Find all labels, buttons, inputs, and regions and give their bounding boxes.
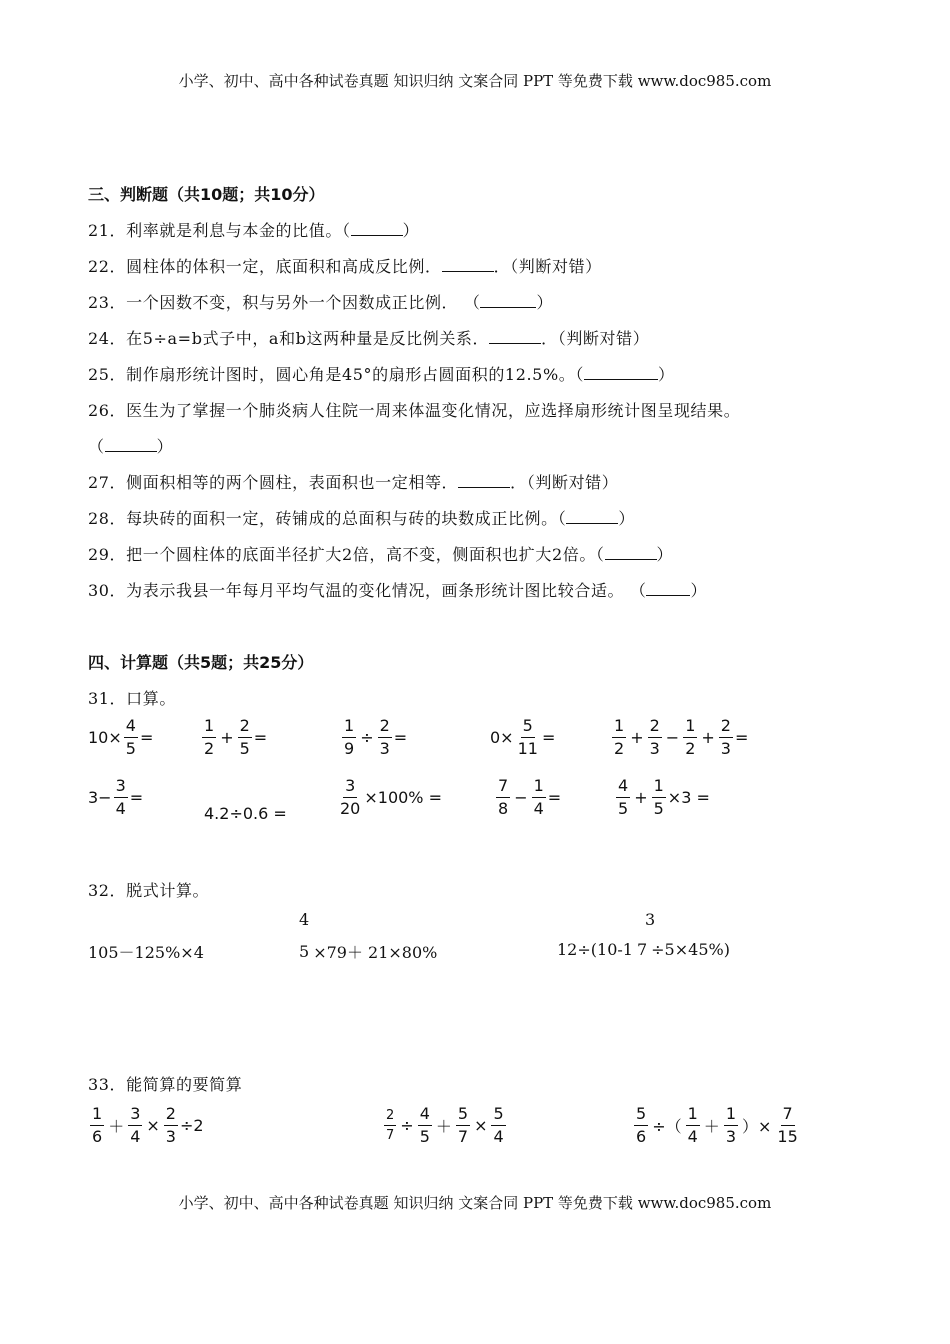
fraction-denominator: 7 [636, 940, 648, 959]
answer-blank-26[interactable] [105, 437, 157, 452]
fraction: $\frac{4}{5}$ [125, 716, 136, 758]
mental-calc-10: $\frac{4}{5}$ + $\frac{1}{5}$ ×3 = [618, 776, 710, 818]
mental-calc-8: $\frac{3}{20}$ ×100% = [340, 776, 442, 818]
step-calc-3: 12÷(10-1 7 ÷5×45%) [557, 940, 730, 959]
fraction: $\frac{1}{3}$ [725, 1104, 736, 1146]
fraction: $\frac{7}{15}$ [777, 1104, 798, 1146]
fraction: $\frac{2}{3}$ [165, 1104, 176, 1146]
question-21: 21．利率就是利息与本金的比值。（ ） [88, 221, 420, 240]
fraction: $\frac{2}{3}$ [379, 716, 390, 758]
fraction: $\frac{1}{2}$ [614, 716, 625, 758]
step-calc-2: 5 ×79＋ 21×80% [299, 942, 438, 962]
section-4-title: 四、计算题（共5题；共25分） [88, 653, 314, 672]
simplify-calc-3: $\frac{5}{6}$ ÷（ $\frac{1}{4}$ ＋ $\frac{1}{3}$ ）× $\frac{7}{15}$ [636, 1104, 798, 1146]
question-25: 25．制作扇形统计图时，圆心角是45°的扇形占圆面积的12.5%。（ ） [88, 365, 675, 384]
answer-blank-27[interactable] [458, 473, 510, 488]
simplify-calc-2: $\frac{2}{7}$ ÷ $\frac{4}{5}$ ＋ $\frac{5}{7}$ × $\frac{5}{4}$ [386, 1104, 504, 1146]
question-29: 29．把一个圆柱体的底面半径扩大2倍，高不变，侧面积也扩大2倍。（ ） [88, 545, 674, 564]
question-27: 27．侧面积相等的两个圆柱，表面积也一定相等． ．（判断对错） [88, 473, 619, 492]
mental-calc-4: 0× $\frac{5}{11}$ = [490, 716, 556, 758]
fraction: $\frac{3}{4}$ [130, 1104, 141, 1146]
mental-calc-6: 3− $\frac{3}{4}$ = [88, 776, 144, 818]
question-26: 26．医生为了掌握一个肺炎病人住院一周来体温变化情况，应选择扇形统计图呈现结果。 [88, 401, 741, 420]
question-32-label: 32．脱式计算。 [88, 881, 210, 900]
fraction: $\frac{1}{2}$ [685, 716, 696, 758]
fraction: $\frac{5}{11}$ [517, 716, 538, 758]
fraction: $\frac{7}{8}$ [498, 776, 509, 818]
fraction: $\frac{3}{4}$ [115, 776, 126, 818]
mental-calc-7: 4.2÷0.6 = [204, 804, 287, 823]
fraction: $\frac{4}{5}$ [618, 776, 629, 818]
mental-calc-2: $\frac{1}{2}$ + $\frac{2}{5}$ = [204, 716, 268, 758]
mental-calc-1: 10× $\frac{4}{5}$ = [88, 716, 154, 758]
question-28: 28．每块砖的面积一定，砖铺成的总面积与砖的块数成正比例。（ ） [88, 509, 635, 528]
question-23: 23．一个因数不变，积与另外一个因数成正比例． （ ） [88, 293, 554, 312]
fraction: $\frac{1}{9}$ [344, 716, 355, 758]
answer-blank-30[interactable] [646, 581, 690, 596]
fraction: $\frac{1}{6}$ [92, 1104, 103, 1146]
question-22: 22．圆柱体的体积一定，底面积和高成反比例． ．（判断对错） [88, 257, 602, 276]
fraction: $\frac{1}{5}$ [653, 776, 664, 818]
fraction-numerator: 4 [299, 910, 310, 929]
answer-blank-21[interactable] [351, 221, 403, 236]
fraction: $\frac{1}{4}$ [533, 776, 544, 818]
fraction: $\frac{1}{4}$ [687, 1104, 698, 1146]
fraction-denominator: 5 [299, 942, 310, 961]
question-24: 24．在5÷a=b式子中，a和b这两种量是反比例关系． ．（判断对错） [88, 329, 650, 348]
answer-blank-28[interactable] [566, 509, 618, 524]
question-26-line-2: （ ） [88, 437, 174, 456]
page-header: 小学、初中、高中各种试卷真题 知识归纳 文案合同 PPT 等免费下载 www.doc985.com [178, 72, 772, 90]
fraction: $\frac{5}{7}$ [457, 1104, 469, 1146]
question-31-label: 31．口算。 [88, 689, 176, 708]
fraction: $\frac{1}{2}$ [204, 716, 215, 758]
mental-calc-5: $\frac{1}{2}$ + $\frac{2}{3}$ − $\frac{1}{2}$ + $\frac{2}{3}$ = [614, 716, 749, 758]
mental-calc-3: $\frac{1}{9}$ ÷ $\frac{2}{3}$ = [344, 716, 408, 758]
answer-blank-22[interactable] [442, 257, 494, 272]
question-33-label: 33．能简算的要简算 [88, 1075, 243, 1094]
fraction: $\frac{2}{3}$ [649, 716, 660, 758]
fraction: $\frac{3}{20}$ [340, 776, 361, 818]
answer-blank-24[interactable] [489, 329, 541, 344]
fraction: $\frac{5}{6}$ [636, 1104, 647, 1146]
question-30: 30．为表示我县一年每月平均气温的变化情况，画条形统计图比较合适。 （ ） [88, 581, 708, 600]
answer-blank-23[interactable] [480, 293, 536, 308]
step-calc-1: 105－125%×4 [88, 943, 204, 962]
fraction: $\frac{2}{5}$ [239, 716, 250, 758]
fraction: $\frac{2}{7}$ [386, 1108, 395, 1143]
page-footer: 小学、初中、高中各种试卷真题 知识归纳 文案合同 PPT 等免费下载 www.doc985.com [178, 1194, 772, 1212]
simplify-calc-1: $\frac{1}{6}$ ＋ $\frac{3}{4}$ × $\frac{2}{3}$ ÷2 [92, 1104, 204, 1146]
fraction: $\frac{2}{3}$ [720, 716, 731, 758]
fraction: $\frac{5}{4}$ [493, 1104, 504, 1146]
fraction-numerator: 3 [645, 910, 656, 929]
mental-calc-9: $\frac{7}{8}$ − $\frac{1}{4}$ = [498, 776, 562, 818]
section-3-title: 三、判断题（共10题；共10分） [88, 185, 325, 204]
answer-blank-25[interactable] [584, 365, 658, 380]
answer-blank-29[interactable] [605, 545, 657, 560]
fraction: $\frac{4}{5}$ [419, 1104, 430, 1146]
